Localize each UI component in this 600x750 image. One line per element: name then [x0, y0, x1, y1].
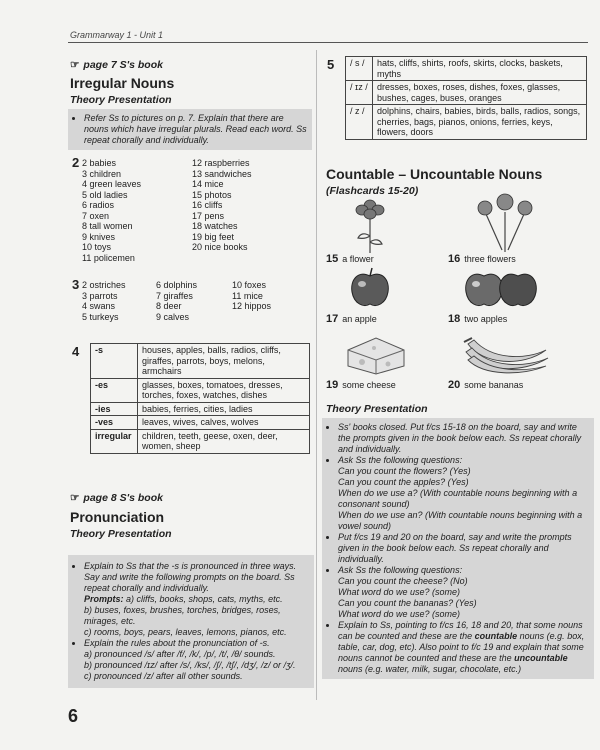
exercise-2-number: 2 — [72, 155, 80, 170]
word-item: 8 deer — [156, 301, 182, 311]
exercise-3-number: 3 — [72, 277, 80, 292]
table-cell-key: irregular — [91, 429, 138, 453]
table-row — [91, 402, 310, 416]
teacher-note-3 — [322, 418, 594, 679]
word-item: 6 dolphins — [156, 280, 198, 290]
word-item: 2 babies — [82, 158, 117, 168]
word-item: 20 nice books — [192, 242, 248, 252]
cheese-picture — [344, 332, 406, 376]
word-item: 9 knives — [82, 231, 116, 242]
flashcard-15: 15 a flower — [326, 253, 374, 265]
question-line: When do we use an? (With countable nouns beginning with a vowel sound) — [338, 510, 583, 531]
exercise-3-column-3 — [232, 280, 271, 312]
word-item: 5 old ladies — [82, 189, 128, 200]
word-item: 14 mice — [192, 179, 224, 189]
bananas-picture — [462, 330, 552, 376]
theory-presentation-heading: Theory Presentation — [326, 403, 428, 415]
word-item: 6 radios — [82, 200, 115, 210]
note-bullet: • Ask Ss the following questions: — [338, 565, 590, 576]
word-item: 11 mice — [232, 290, 263, 301]
prompt-line: c) rooms, boys, pears, leaves, lemons, pianos, etc. — [84, 627, 287, 637]
word-item: 15 photos — [192, 189, 232, 200]
flashcard-17: 17 an apple — [326, 313, 377, 325]
table-row — [91, 378, 310, 402]
two-apples-picture — [462, 268, 542, 310]
note-bullet: • Ss' books closed. Put f/cs 15-18 on the board, say and write the prompts given in the book below each. Ss repeat chorally and individually. — [338, 422, 590, 455]
table-row — [346, 105, 587, 140]
question-line: What word do we use? (some) — [338, 609, 461, 619]
table-cell-words: dolphins, chairs, babies, birds, balls, radios, songs, cherries, bags, pianos, onions, ferries, keys, flowers, doors — [373, 105, 587, 140]
table-cell-words: houses, apples, balls, radios, cliffs, giraffes, parrots, boys, melons, armchairs — [138, 344, 310, 379]
flower-picture — [348, 196, 392, 254]
table-cell-key: -s — [91, 344, 138, 379]
word-item: 7 oxen — [82, 210, 110, 221]
word-item: 2 ostriches — [82, 280, 126, 290]
flashcard-18: 18 two apples — [448, 313, 508, 325]
table-cell-words: leaves, wives, calves, wolves — [138, 416, 310, 430]
table-cell-words: children, teeth, geese, oxen, deer, women, sheep — [138, 429, 310, 453]
word-item: 11 policemen — [82, 252, 135, 263]
exercise-2-column-1 — [82, 158, 141, 263]
table-cell-words: glasses, boxes, tomatoes, dresses, torches, foxes, watches, dishes — [138, 378, 310, 402]
exercise-4-table — [90, 343, 310, 454]
word-item: 8 tall women — [82, 221, 133, 231]
question-line: What word do we use? (some) — [338, 587, 461, 597]
page-number: 6 — [68, 706, 79, 726]
note-bullet: • Explain to Ss that the -s is pronounced in three ways. Say and write the following prompts on the board. Ss repeat chorally and individually. — [84, 561, 310, 594]
exercise-5-table — [345, 56, 587, 140]
section-title-countable-uncountable: Countable – Uncountable Nouns — [326, 166, 543, 182]
question-line: Can you count the apples? (Yes) — [338, 477, 469, 487]
note-bullet: • Explain the rules about the pronunciation of -s. — [84, 638, 310, 649]
word-item: 10 toys — [82, 242, 112, 252]
word-item: 9 calves — [156, 311, 190, 322]
table-cell-words: hats, cliffs, shirts, roofs, skirts, clocks, baskets, myths — [373, 57, 587, 81]
teacher-note-2 — [68, 555, 314, 688]
word-item: 5 turkeys — [82, 311, 119, 322]
word-item: 4 swans — [82, 301, 116, 311]
table-row — [346, 81, 587, 105]
exercise-5-number: 5 — [327, 57, 335, 72]
prompt-line: b) buses, foxes, brushes, torches, bridges, roses, mirages, etc. — [84, 605, 281, 626]
table-cell-key: / z / — [346, 105, 373, 140]
pointing-hand-icon: ☞ — [70, 59, 80, 71]
table-cell-key: -es — [91, 378, 138, 402]
theory-presentation-heading: Theory Presentation — [70, 528, 172, 540]
note-bullet: • Put f/cs 19 and 20 on the board, say and write the prompts given in the book below each. Ss repeat chorally and individually. — [338, 532, 590, 565]
note-bullet: • Explain to Ss, pointing to f/cs 16, 18 and 20, that some nouns can be counted and these are the countable nouns (e.g. box, table, car, dog, etc). Also point to f/c 19 and explain that some nouns cannot be counted and these are the uncountable nouns (e.g. water, milk, sugar, chocolate, etc.) — [338, 620, 590, 675]
exercise-2-column-2 — [192, 158, 252, 253]
question-line: When do we use a? (With countable nouns beginning with a consonant sound) — [338, 488, 578, 509]
flashcards-subtitle: (Flashcards 15-20) — [326, 185, 419, 197]
table-row — [91, 429, 310, 453]
flashcard-16: 16 three flowers — [448, 253, 516, 265]
rule-line: c) pronounced /z/ after all other sounds. — [84, 671, 243, 681]
table-cell-words: dresses, boxes, roses, dishes, foxes, glasses, bushes, cages, buses, oranges — [373, 81, 587, 105]
table-cell-key: / ɪz / — [346, 81, 373, 105]
question-line: Can you count the cheese? (No) — [338, 576, 468, 586]
theory-presentation-heading: Theory Presentation — [70, 94, 172, 106]
word-item: 7 giraffes — [156, 290, 193, 301]
note-bullet: • Ask Ss the following questions: — [338, 455, 590, 466]
word-item: 3 parrots — [82, 290, 118, 301]
question-line: Can you count the bananas? (Yes) — [338, 598, 477, 608]
question-line: Can you count the flowers? (Yes) — [338, 466, 471, 476]
table-row — [346, 57, 587, 81]
word-item: 12 raspberries — [192, 158, 250, 168]
word-item: 16 cliffs — [192, 200, 223, 210]
rule-line: b) pronounced /ɪz/ after /s/, /ks/, /ʃ/, /tʃ/, /dʒ/, /z/ or /ʒ/. — [84, 660, 296, 670]
word-item: 17 pens — [192, 210, 225, 221]
pointing-hand-icon: ☞ — [70, 492, 80, 504]
teacher-note-1 — [68, 109, 312, 150]
exercise-3-column-2 — [156, 280, 197, 322]
exercise-4-number: 4 — [72, 344, 80, 359]
apple-picture — [348, 266, 392, 310]
note-bullet: • Refer Ss to pictures on p. 7. Explain that there are nouns which have irregular plurals. Read each word. Ss repeat chorally and individually. — [84, 113, 308, 146]
section-title-irregular-nouns: Irregular Nouns — [70, 75, 175, 91]
book-reference-1: ☞ page 7 S's book — [70, 59, 163, 71]
table-cell-key: -ves — [91, 416, 138, 430]
flashcard-20: 20 some bananas — [448, 379, 524, 391]
header-rule — [68, 42, 588, 43]
word-item: 18 watches — [192, 221, 238, 231]
section-title-pronunciation: Pronunciation — [70, 509, 165, 525]
flashcard-19: 19 some cheese — [326, 379, 396, 391]
running-header: Grammarway 1 - Unit 1 — [70, 30, 164, 40]
exercise-3-column-1 — [82, 280, 126, 322]
prompts-block: Prompts: a) cliffs, books, shops, cats, myths, etc. — [84, 594, 283, 604]
column-divider — [316, 50, 317, 700]
word-item: 19 big feet — [192, 231, 235, 242]
word-item: 12 hippos — [232, 301, 272, 311]
three-flowers-picture — [472, 192, 538, 254]
word-item: 3 children — [82, 168, 122, 179]
table-row — [91, 416, 310, 430]
table-cell-words: babies, ferries, cities, ladies — [138, 402, 310, 416]
table-cell-key: -ies — [91, 402, 138, 416]
table-cell-key: / s / — [346, 57, 373, 81]
rule-line: a) pronounced /s/ after /f/, /k/, /p/, /t/, /θ/ sounds. — [84, 649, 276, 659]
table-row — [91, 344, 310, 379]
word-item: 10 foxes — [232, 280, 267, 290]
word-item: 4 green leaves — [82, 179, 142, 189]
word-item: 13 sandwiches — [192, 168, 252, 179]
book-reference-2: ☞ page 8 S's book — [70, 492, 163, 504]
